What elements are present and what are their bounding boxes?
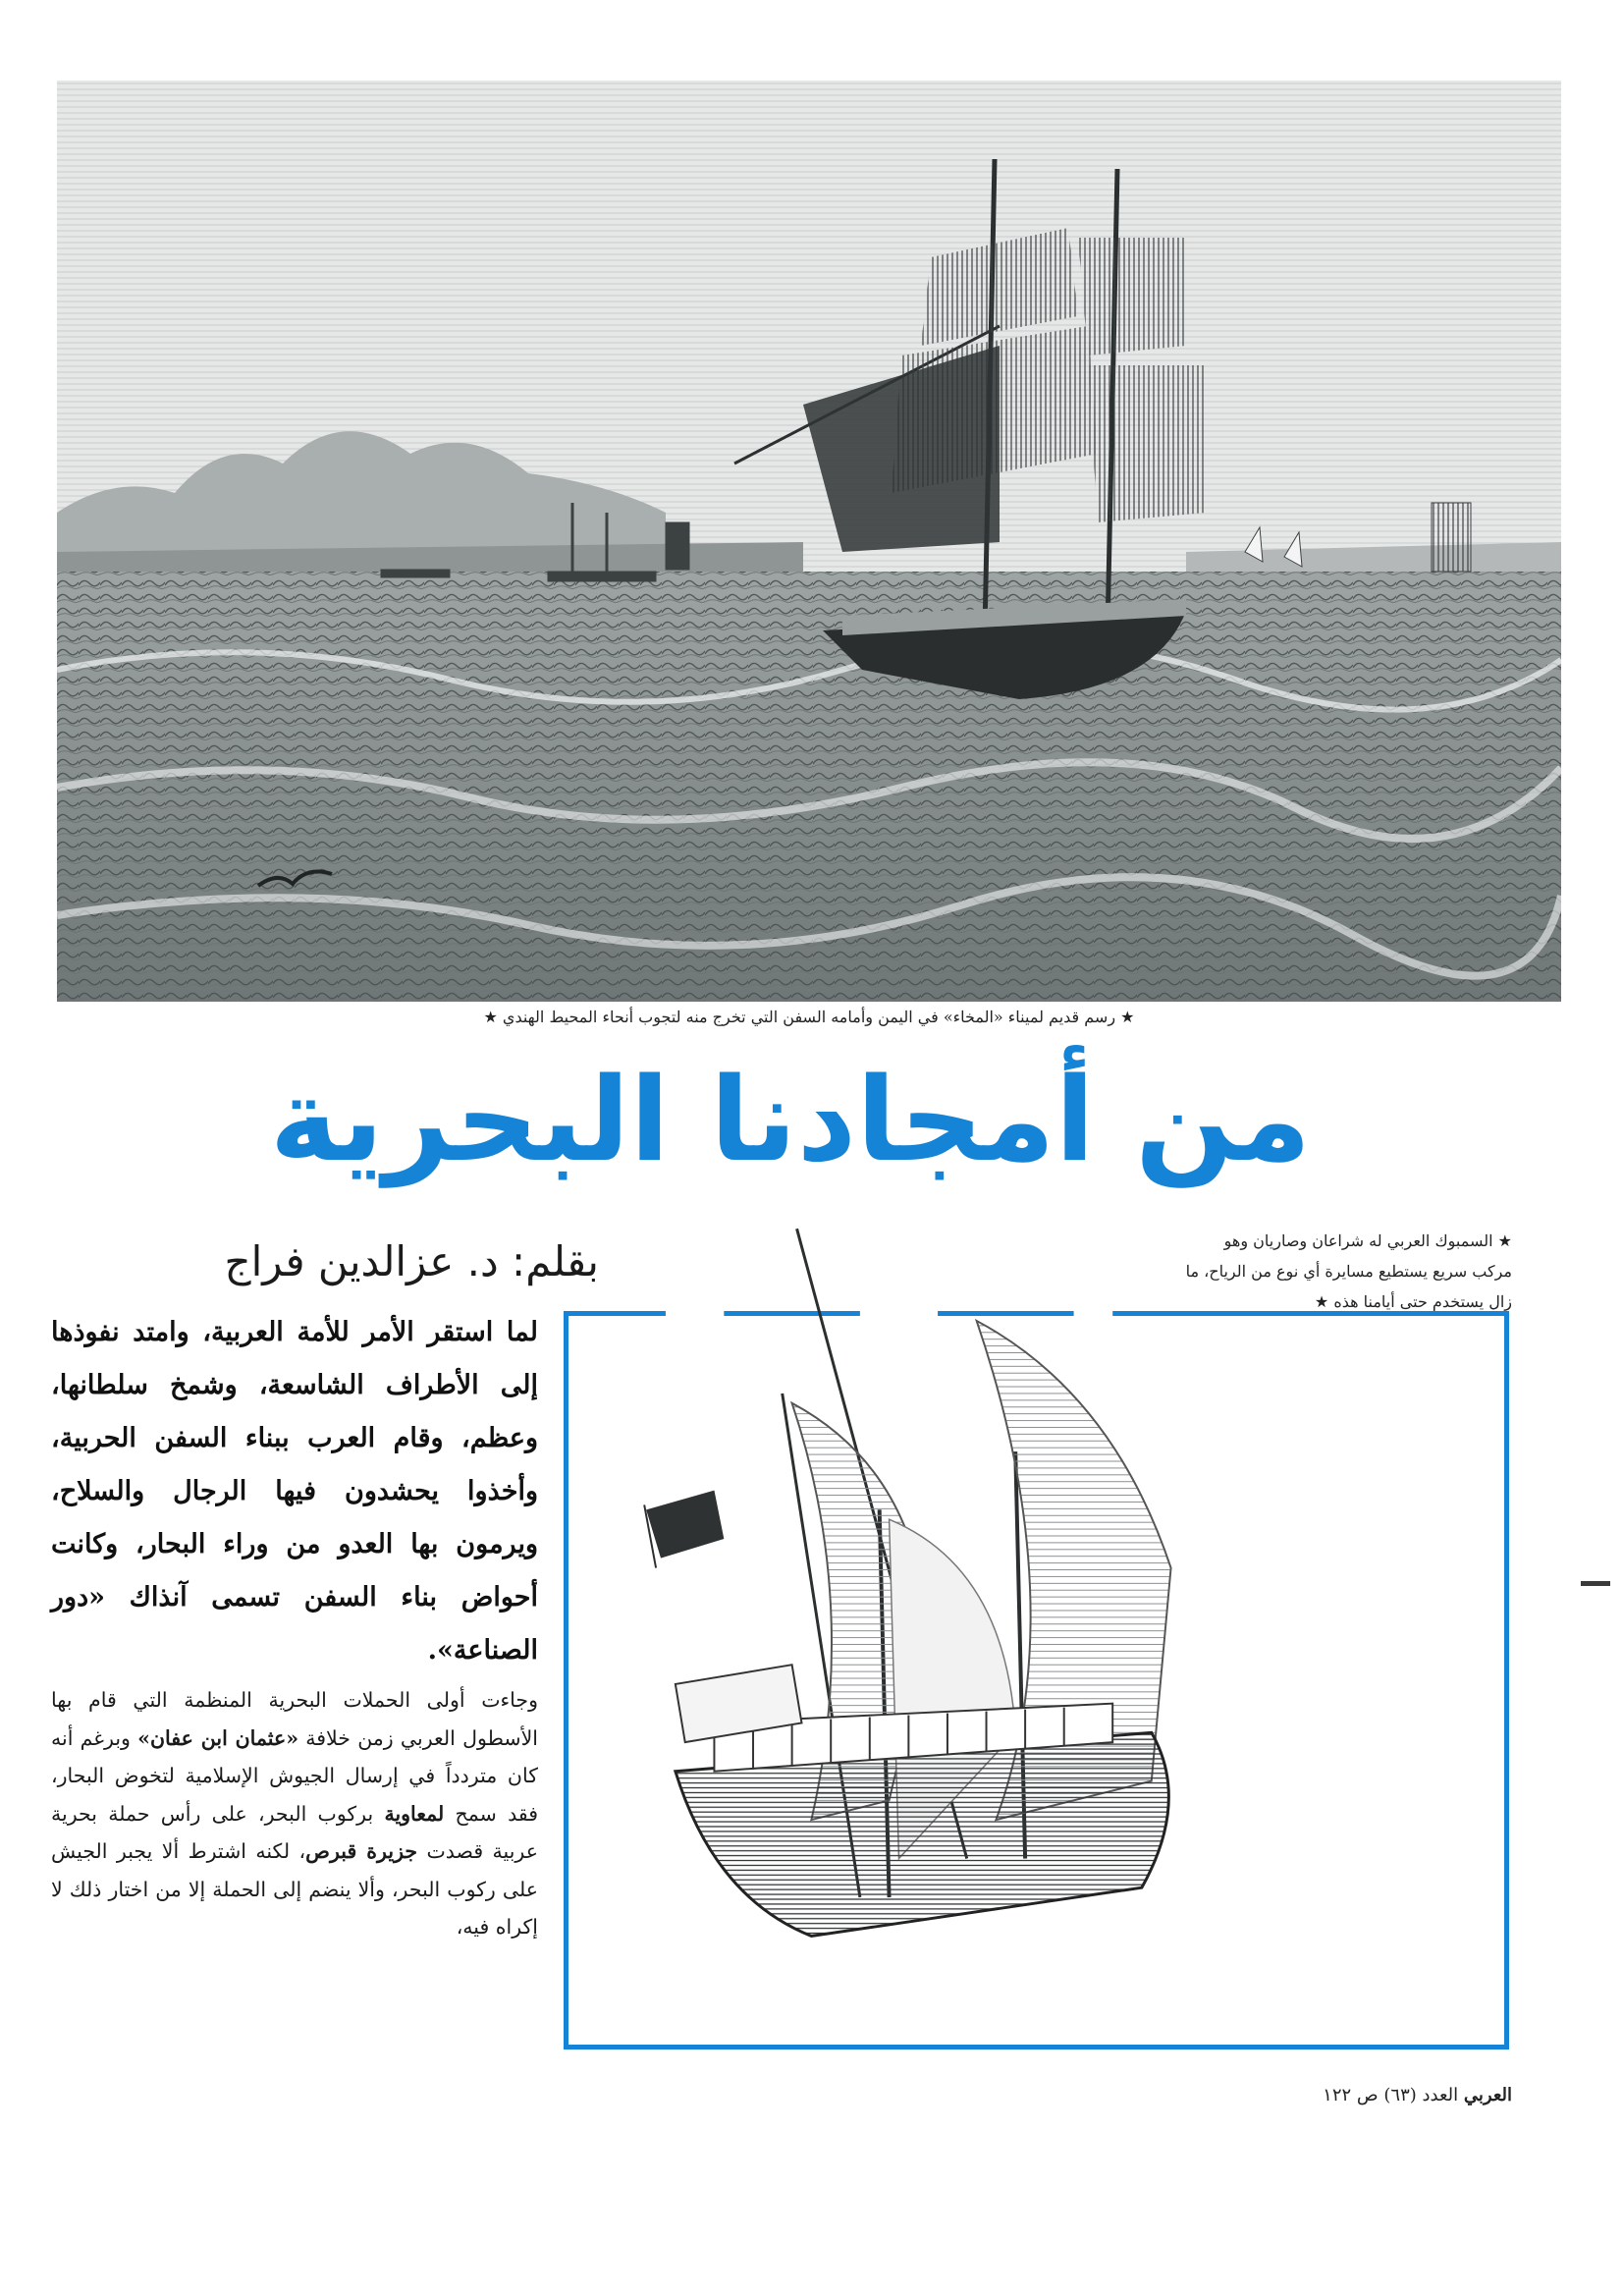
lead-paragraph — [51, 1306, 538, 1677]
body-text-segment: بركوب البحر، على رأس حملة بحرية عربية قصدت — [51, 1801, 538, 1863]
flag — [646, 1491, 724, 1558]
body-paragraph — [51, 1681, 538, 1946]
name-muawiya: لمعاوية — [384, 1801, 445, 1826]
sambuk-drawing — [568, 1316, 1504, 2045]
name-cyprus: جزيرة قبرص — [305, 1839, 418, 1863]
scan-edge-mark — [1581, 1581, 1610, 1586]
issue-and-page: العدد (٦٣) ص ١٢٢ — [1323, 2085, 1459, 2105]
body-text-segment: وبرغم أنه كان متردداً في إرسال الجيوش الإسلامية لتخوض البحار، فقد سمح — [51, 1725, 538, 1826]
page-footer — [1188, 2085, 1512, 2114]
name-othman: «عثمان ابن عفان» — [137, 1725, 299, 1750]
port-engraving-image — [57, 81, 1561, 1002]
byline: بقلم: د. عزالدين فراج — [224, 1237, 599, 1285]
harbor-scene — [57, 81, 1561, 1002]
article-title: من أمجادنا البحرية — [269, 1052, 1312, 1187]
hero-caption: ★ رسم قديم لميناء «المخاء» في اليمن وأمامه السفن التي تخرج منه لتجوب أنحاء المحيط الهندي ★ — [483, 1008, 1135, 1026]
lead-text: لما استقر الأمر للأمة العربية، وامتد نفوذها إلى الأطراف الشاسعة، وشمخ سلطانها، وعظم، وقام العرب ببناء السفن الحربية، وأخذوا يحشدون فيها الرجال والسلاح، ويرمون بها العدو من وراء البحار، وكانت أحواض بناء السفن تسمى آنذاك «دور الصناعة». — [51, 1317, 538, 1666]
magazine-name: العربي — [1463, 2085, 1512, 2105]
body-text-segment: وجاءت أولى الحملات البحرية المنظمة التي قام بها الأسطول العربي زمن خلافة — [51, 1688, 538, 1750]
sambuk-illustration-frame — [564, 1311, 1509, 2050]
body-text-segment: ، لكنه اشترط ألا يجبر الجيش على ركوب البحر، وألا ينضم إلى الحملة إلا من اختار ذلك لا إكراه فيه، — [51, 1839, 538, 1939]
body-text — [51, 1681, 538, 1946]
ship-caption: ★ السمبوك العربي له شراعان وصاريان وهو مركب سريع يستطيع مسايرة أي نوع من الرياح، ما زال يستخدم حتى أيامنا هذه ★ — [1185, 1231, 1512, 1311]
